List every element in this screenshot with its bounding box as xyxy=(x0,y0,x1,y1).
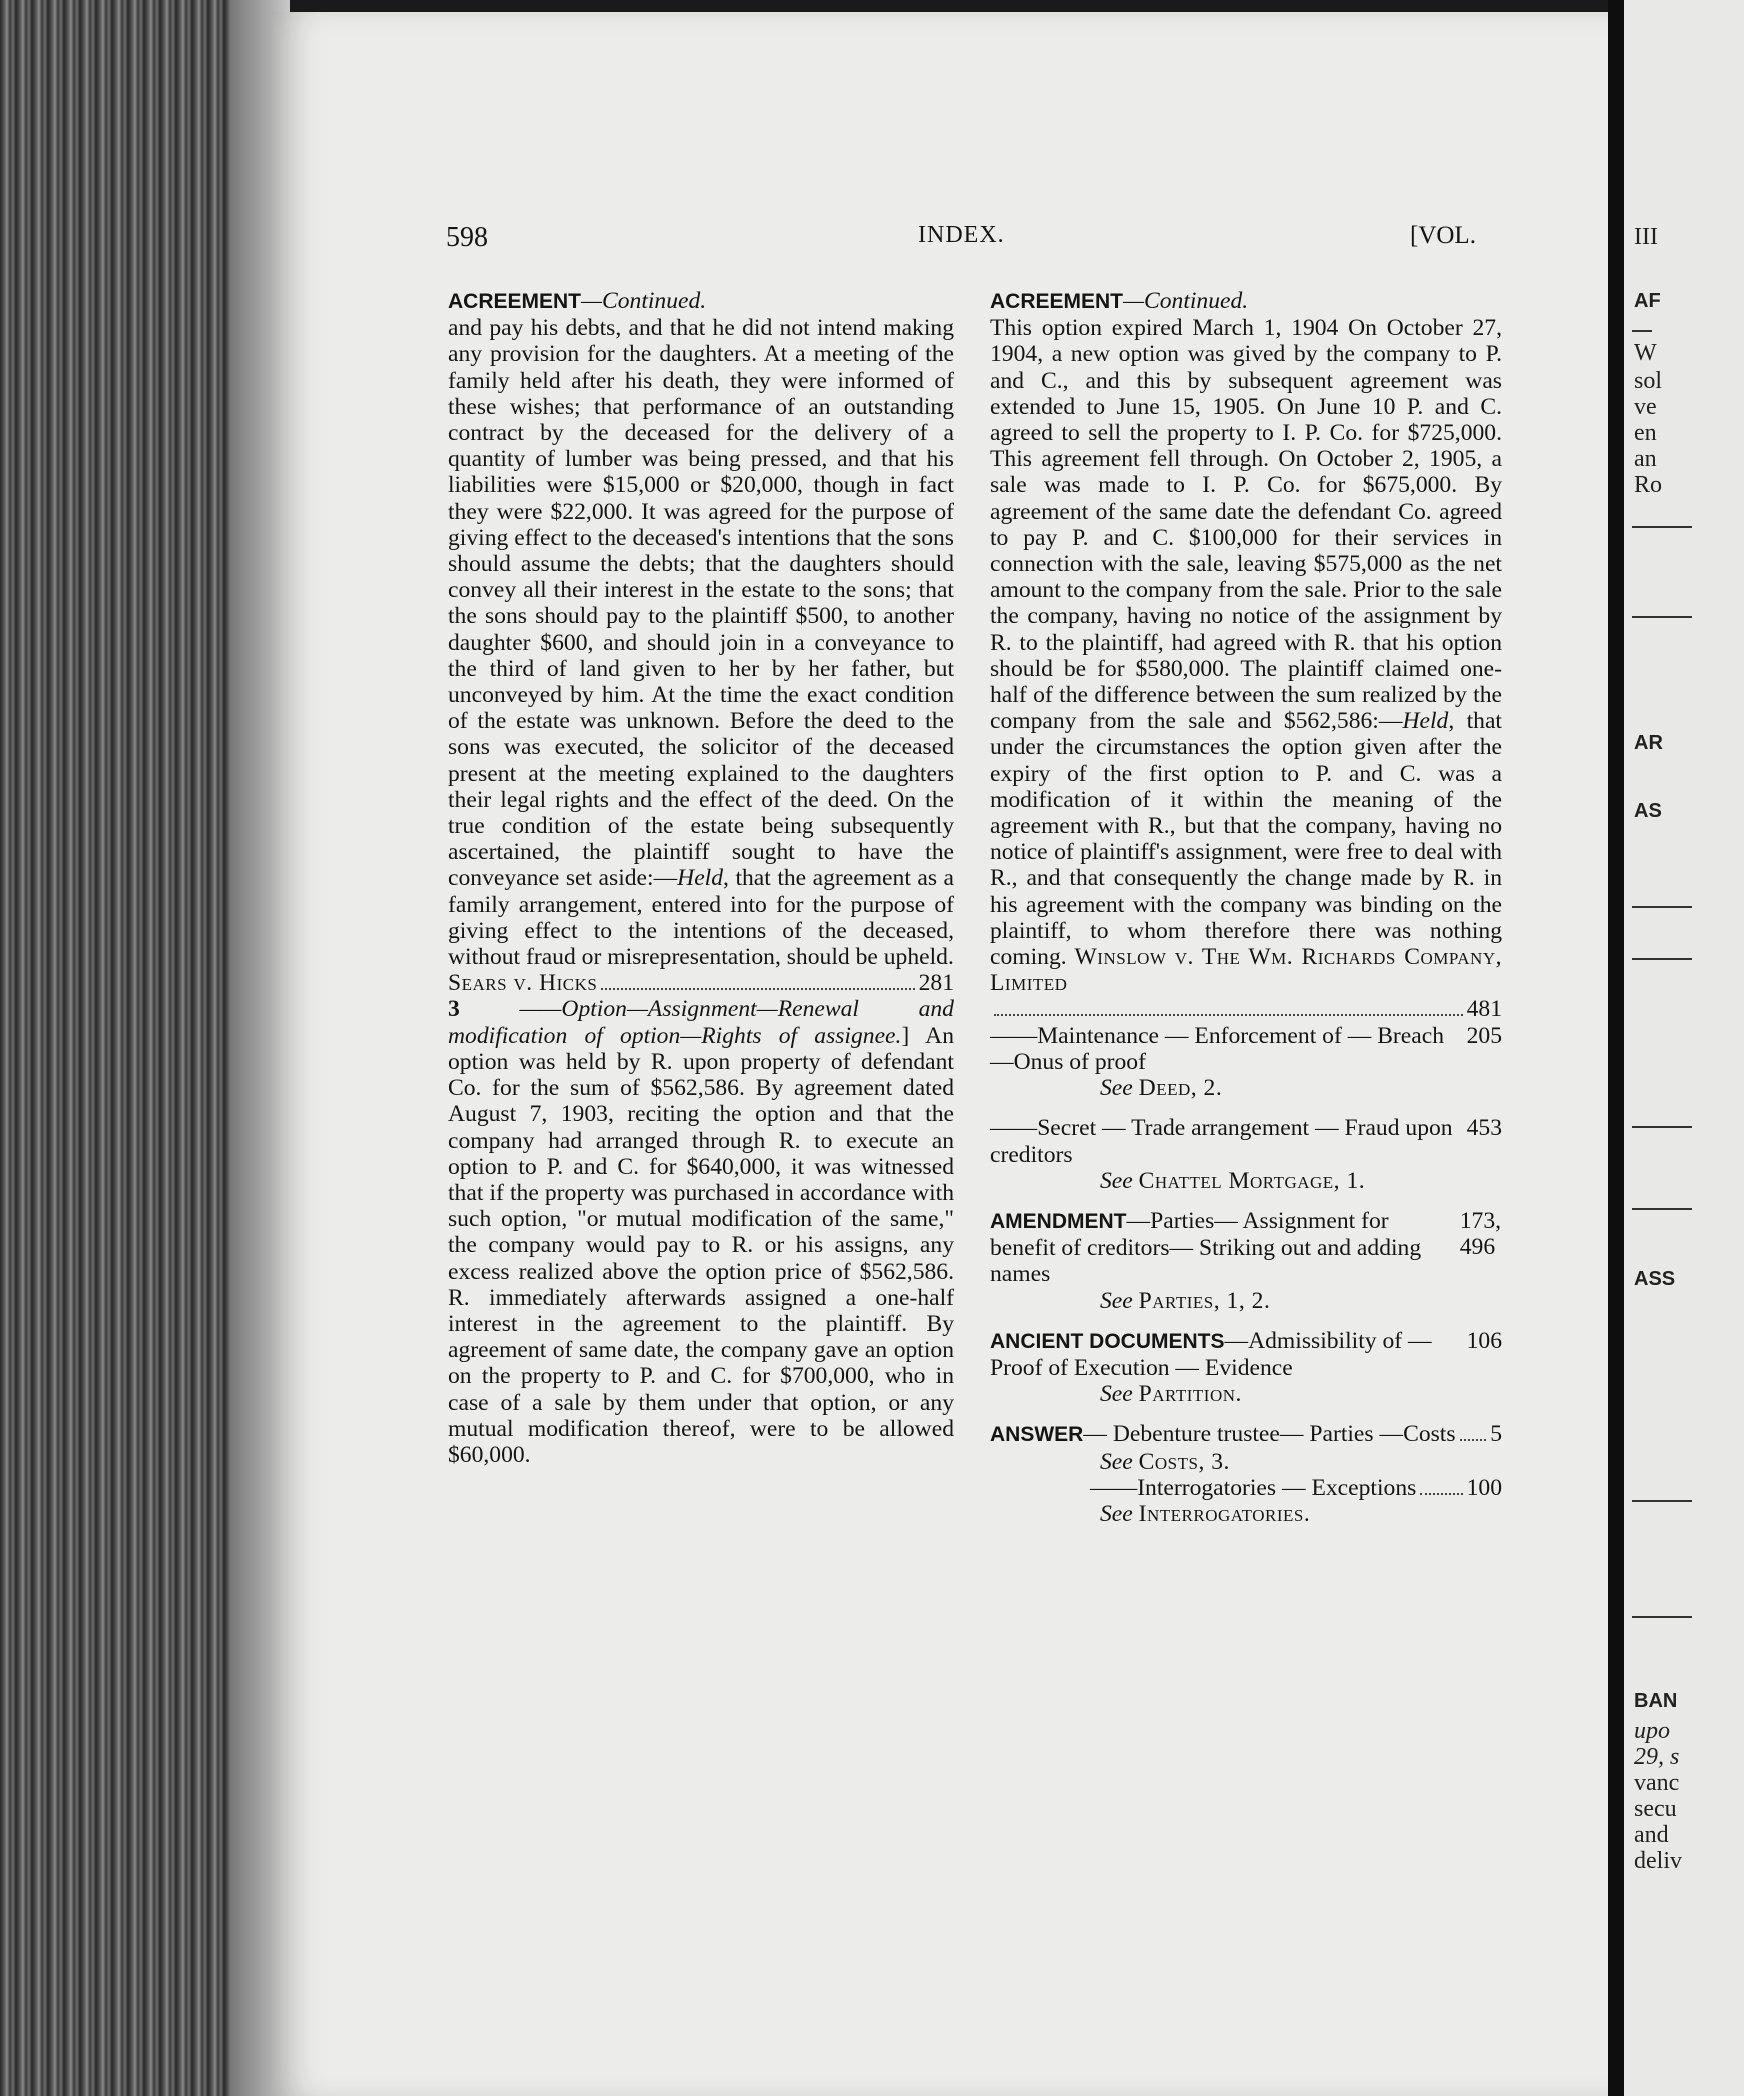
next-page-fragment: ve xyxy=(1634,394,1657,420)
next-page-fragment: ASS xyxy=(1634,1268,1676,1290)
entry-heading: ANSWER xyxy=(990,1423,1084,1447)
next-page-fragment: and xyxy=(1634,1822,1669,1848)
dot-leader xyxy=(1460,1439,1487,1441)
page-number: 598 xyxy=(446,222,488,253)
held-label: Held xyxy=(1402,708,1449,735)
dash-rule xyxy=(1632,1126,1692,1128)
next-page-fragment: BAN xyxy=(1634,1690,1678,1712)
entry-page: 5 xyxy=(1490,1421,1502,1448)
dash-rule xyxy=(1632,906,1692,908)
entry-heading: ACREEMENT xyxy=(990,290,1124,313)
dash-rule xyxy=(1632,526,1692,528)
dash-rule xyxy=(1632,1208,1692,1210)
next-page-fragment: AR xyxy=(1634,732,1663,754)
entry-page: 453 xyxy=(1466,1115,1502,1142)
held-label: Held xyxy=(677,865,724,892)
next-page-fragment: Ro xyxy=(1634,472,1663,498)
dash-rule xyxy=(1632,1500,1692,1502)
dash-rule xyxy=(1632,1616,1692,1618)
left-column xyxy=(448,288,954,1468)
see-reference xyxy=(990,1449,1502,1475)
entry-heading: ACREEMENT xyxy=(448,290,582,313)
dash-rule xyxy=(1632,616,1692,618)
case-citation-line xyxy=(990,996,1502,1022)
entry-page: 205 xyxy=(1466,1022,1502,1049)
entry-page: 106 xyxy=(1466,1327,1502,1354)
amendment-entry xyxy=(990,1208,1502,1314)
see-reference xyxy=(990,1288,1502,1314)
see-reference xyxy=(990,1381,1502,1407)
paragraph-text: and pay his debts, and that he did not intend making any provision for the daughters. At a meeting of the family held after his death, they were informed of these wishes; that performance of an outstanding contract by the deceased for the delivery of a quantity of lumber was being pressed, and that his liabilities were $15,000 or $20,000, though in fact they were $22,000. It was agreed for the purpose of giving effect to the deceased's intentions that the sons should assume the debts; that the daughters should convey all their interest in the estate to the sons; that the sons should pay to the plaintiff $500, to another daughter $600, and should join in a conveyance to the third of land given to her by her father, but unconveyed by him. At the time the exact condition of the estate was unknown. Before the deed to the sons was executed, the solicitor of the deceased present at the meeting explained to the daughters their legal rights and the effect of the deed. On the true condition of the estate being subsequently ascertained, the plaintiff sought to have the conveyance set aside:— xyxy=(448,315,954,892)
left-paragraph-1 xyxy=(448,288,954,996)
see-target: Chattel Mortgage, 1. xyxy=(1138,1167,1366,1194)
next-page-edge xyxy=(1624,0,1744,2096)
maintenance-entry xyxy=(990,1023,1502,1102)
right-column xyxy=(990,288,1502,1541)
entry-line xyxy=(990,1023,1502,1075)
see-target: Deed, 2. xyxy=(1138,1075,1223,1102)
see-label: See xyxy=(1100,1381,1133,1408)
paragraph-text: This option expired March 1, 1904 On October 27, 1904, a new option was gived by the company to P. and C., and this by subsequent agreement was extended to June 15, 1905. On June 10 P. and C. agreed to sell the property to I. P. Co. for $725,000. This agreement fell through. On October 2, 1905, a sale was made to I. P. Co. for $675,000. By agreement of the same date the defendant Co. agreed to pay P. and C. $100,000 for their services in connection with the sale, leaving $575,000 as the net amount to the company from the sale. Prior to the sale the company, having no notice of the assignment by R. to the plaintiff, had agreed with R. that his option should be for $580,000. The plaintiff claimed one-half of the difference between the sum realized by the company from the sale and $562,586:— xyxy=(990,315,1502,735)
answer-entry xyxy=(990,1421,1502,1527)
next-page-fragment: upo xyxy=(1634,1718,1670,1744)
entry-line xyxy=(990,1475,1502,1501)
see-label: See xyxy=(1100,1075,1133,1102)
left-paragraph-2 xyxy=(448,996,954,1468)
paragraph-tail: , that under the circumstances the option given after the expiry of the first option to P. and C. was a modification of it within the meaning of the agreement with R., but that the company, having no notice of plaintiff's assignment, were free to deal with R., and that consequently the change made by R. in his agreement with the company was binding on the plaintiff, to whom therefore there was nothing coming. xyxy=(990,708,1502,971)
entry-heading: AMENDMENT xyxy=(990,1209,1127,1233)
next-page-fragment: sol xyxy=(1634,368,1663,394)
entry-text: ——Maintenance — Enforcement of — Breach—Onus of proof xyxy=(990,1022,1445,1075)
ancient-documents-entry xyxy=(990,1328,1502,1408)
secret-entry xyxy=(990,1115,1502,1194)
next-page-fragment: deliv xyxy=(1634,1848,1682,1874)
case-page: 481 xyxy=(1466,996,1502,1023)
entry-page: 100 xyxy=(1466,1474,1502,1501)
item-number: 3 xyxy=(448,996,460,1023)
next-page-fragment: vanc xyxy=(1634,1770,1680,1796)
next-page-fragment: secu xyxy=(1634,1796,1677,1822)
see-target: Partition. xyxy=(1138,1381,1242,1408)
page-title: INDEX. xyxy=(918,222,1005,248)
next-page-fragment: en xyxy=(1634,420,1657,446)
case-citation-line xyxy=(448,970,954,996)
entry-text: —Admissibility of — Proof of Execution — Evidence xyxy=(990,1327,1432,1381)
paragraph-tail: , that the agreement as a family arrangement, entered into for the purpose of giving effect to the intentions of the deceased, without fraud or misrepresentation, should be upheld. xyxy=(448,865,954,971)
dash-rule xyxy=(1632,958,1692,960)
page-gutter xyxy=(1608,0,1624,2096)
item-title: ——Option—Assignment—Renewal and modification of option—Rights of assignee. xyxy=(448,996,954,1049)
entry-line xyxy=(990,1115,1502,1167)
next-page-fragment: 29, s xyxy=(1634,1744,1680,1770)
entry-text: ——Secret — Trade arrangement — Fraud upon creditors xyxy=(990,1115,1453,1168)
entry-text: —Parties— Assignment for benefit of creditors— Striking out and adding names xyxy=(990,1207,1422,1288)
see-reference xyxy=(990,1075,1502,1101)
see-label: See xyxy=(1100,1167,1133,1194)
entry-page: 173, 496 xyxy=(1459,1207,1502,1261)
dot-leader xyxy=(994,1014,1463,1016)
item-body: ] An option was held by R. upon property of defendant Co. for the sum of $562,586. By agreement dated August 7, 1903, reciting the option and that the company had arranged through R. to execute an option to P. and C. for $640,000, it was witnessed that if the property was purchased in accordance with such option, "or mutual modification of the same," the company would pay to R. or his assigns, any excess realized above the option price of $562,586. R. immediately afterwards assigned a one-half interest in the agreement to the plaintiff. By agreement of same date, the company gave an option on the property to P. and C. for $700,000, who in case of a sale by them under that option, or any mutual modification thereof, were to be allowed $60,000. xyxy=(448,1022,954,1468)
see-label: See xyxy=(1100,1500,1133,1527)
next-page-fragment: III xyxy=(1634,224,1658,250)
entry-line xyxy=(990,1208,1502,1288)
continued-label: —Continued. xyxy=(581,288,707,314)
entry-text: ——Interrogatories — Exceptions xyxy=(1090,1474,1417,1501)
next-page-fragment: AF xyxy=(1634,290,1661,312)
entry-heading: ANCIENT DOCUMENTS xyxy=(990,1329,1225,1353)
continued-label: —Continued. xyxy=(1123,288,1249,314)
see-target: Costs, 3. xyxy=(1138,1448,1230,1475)
see-reference xyxy=(990,1501,1502,1527)
see-target: Parties, 1, 2. xyxy=(1138,1287,1271,1314)
dot-leader xyxy=(1420,1493,1462,1495)
next-page-fragment: W xyxy=(1634,340,1657,366)
see-label: See xyxy=(1100,1287,1133,1314)
see-reference xyxy=(990,1168,1502,1194)
right-paragraph-1 xyxy=(990,288,1502,1023)
case-page: 281 xyxy=(918,970,954,997)
next-page-fragment: an xyxy=(1634,446,1657,472)
case-name: Sears v. Hicks xyxy=(448,970,598,997)
entry-line xyxy=(990,1328,1502,1381)
case-name: Winslow v. The Wm. Richards Company, Limited xyxy=(990,944,1502,997)
entry-line xyxy=(990,1421,1502,1448)
see-target: Interrogatories. xyxy=(1138,1500,1311,1527)
next-page-fragment: AS xyxy=(1634,800,1662,822)
dash-rule xyxy=(1632,330,1652,332)
volume-label: [VOL. xyxy=(1410,222,1476,249)
entry-text: — Debenture trustee— Parties —Costs xyxy=(1083,1421,1456,1448)
dot-leader xyxy=(601,988,914,990)
see-label: See xyxy=(1100,1448,1133,1475)
